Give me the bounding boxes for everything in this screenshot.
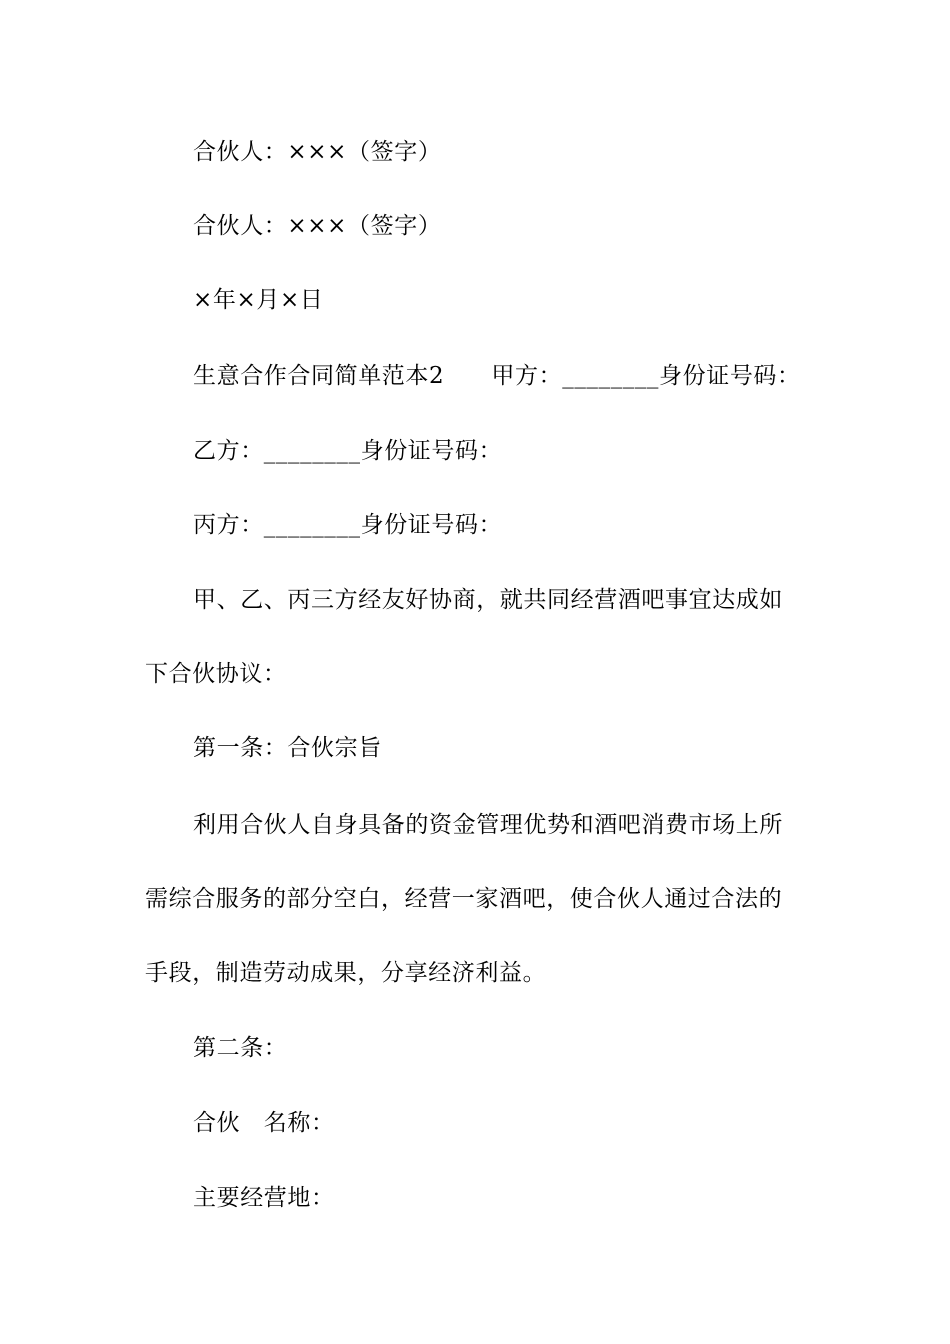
- intro-paragraph-line-2: 下合伙协议：: [145, 661, 287, 687]
- partnership-name-field: 合伙 名称：: [193, 1110, 335, 1136]
- party-c-line: 丙方：________身份证号码：: [193, 512, 503, 538]
- business-location-field: 主要经营地：: [193, 1185, 335, 1211]
- partner-signature-line-2: 合伙人：×××（签字）: [193, 213, 442, 239]
- purpose-paragraph-line-2: 需综合服务的部分空白，经营一家酒吧，使合伙人通过合法的: [145, 886, 783, 912]
- contract-title-party-a: 生意合作合同简单范本2 甲方：________身份证号码：: [193, 363, 801, 389]
- party-b-line: 乙方：________身份证号码：: [193, 438, 503, 464]
- purpose-paragraph-line-1: 利用合伙人自身具备的资金管理优势和酒吧消费市场上所: [193, 812, 783, 838]
- signature-date: ×年×月×日: [193, 287, 324, 313]
- article-one-heading: 第一条：合伙宗旨: [193, 735, 382, 761]
- purpose-paragraph-line-3: 手段，制造劳动成果，分享经济利益。: [145, 960, 547, 986]
- partner-signature-line-1: 合伙人：×××（签字）: [193, 139, 442, 165]
- article-two-heading: 第二条：: [193, 1035, 288, 1061]
- intro-paragraph-line-1: 甲、乙、丙三方经友好协商，就共同经营酒吧事宜达成如: [193, 587, 783, 613]
